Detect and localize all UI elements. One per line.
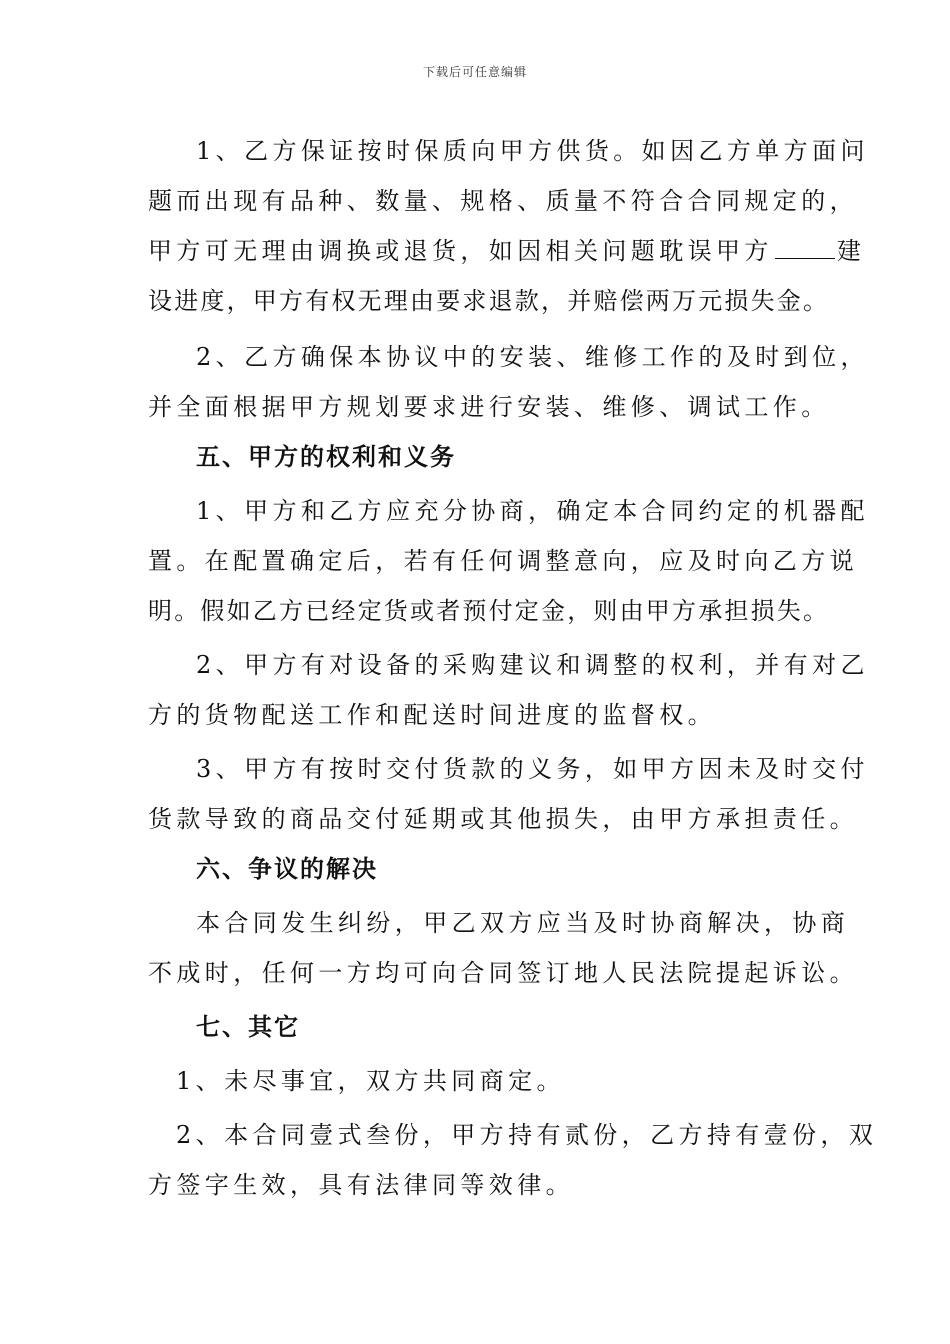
section-heading: 五、甲方的权利和义务 — [196, 442, 456, 471]
paragraph-line: 2、本合同壹式叁份，甲方持有贰份，乙方持有壹份，双 — [176, 1121, 878, 1149]
paragraph-line: 1、乙方保证按时保质向甲方供货。如因乙方单方面问 — [196, 137, 869, 165]
paragraph-line: 2、乙方确保本协议中的安装、维修工作的及时到位， — [196, 343, 869, 371]
paragraph-line: 并全面根据甲方规划要求进行安装、维修、调试工作。 — [148, 393, 830, 421]
paragraph-line: 设进度，甲方有权无理由要求退款，并赔偿两万元损失金。 — [148, 287, 830, 315]
paragraph-line: 2、甲方有对设备的采购建议和调整的权利，并有对乙 — [196, 651, 869, 679]
paragraph-line: 题而出现有品种、数量、规格、质量不符合合同规定的， — [148, 187, 858, 215]
line-text: 甲方可无理由调换或退货，如因相关问题耽误甲方 — [148, 237, 773, 265]
paragraph-line: 方的货物配送工作和配送时间进度的监督权。 — [148, 701, 716, 729]
paragraph-line: 不成时，任何一方均可向合同签订地人民法院提起诉讼。 — [148, 959, 858, 987]
paragraph-line: 置。在配置确定后，若有任何调整意向，应及时向乙方说 — [148, 547, 858, 575]
section-heading: 七、其它 — [196, 1012, 300, 1041]
paragraph-line: 方签字生效，具有法律同等效律。 — [148, 1171, 574, 1199]
paragraph-line: 明。假如乙方已经定货或者预付定金，则由甲方承担损失。 — [148, 597, 830, 625]
paragraph-line: 本合同发生纠纷，甲乙双方应当及时协商解决，协商 — [196, 909, 850, 937]
line-text: 建 — [836, 237, 866, 265]
page-header: 下载后可任意编辑 — [422, 65, 527, 79]
fill-in-blank — [775, 234, 835, 259]
paragraph-line: 货款导致的商品交付延期或其他损失，由甲方承担责任。 — [148, 805, 858, 833]
section-heading: 六、争议的解决 — [196, 854, 378, 883]
paragraph-line — [148, 234, 866, 268]
paragraph-line: 1、甲方和乙方应充分协商，确定本合同约定的机器配 — [196, 497, 869, 525]
paragraph-line: 3、甲方有按时交付货款的义务，如甲方因未及时交付 — [196, 755, 869, 783]
paragraph-line: 1、未尽事宜，双方共同商定。 — [176, 1067, 565, 1095]
